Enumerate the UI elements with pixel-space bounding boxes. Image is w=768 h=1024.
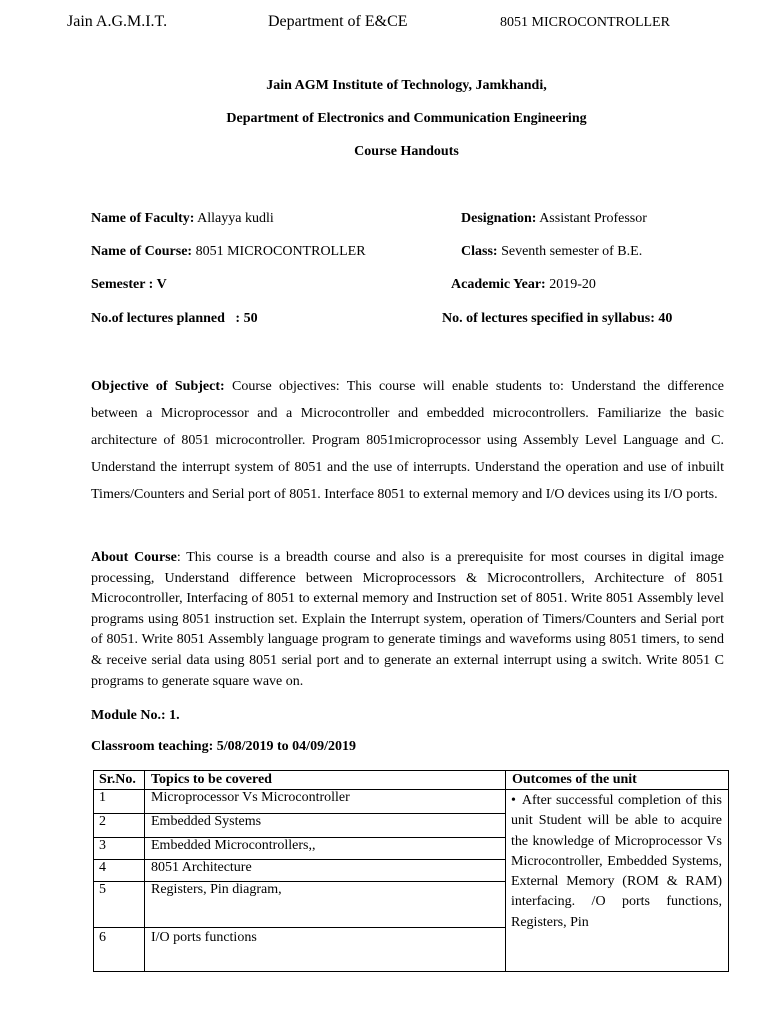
row-topic: 8051 Architecture — [145, 860, 506, 882]
lectures-planned: No.of lectures planned : 50 — [91, 311, 258, 326]
row-number: 5 — [94, 882, 145, 928]
header-topics: Topics to be covered — [145, 771, 506, 790]
header-outcomes: Outcomes of the unit — [506, 771, 729, 790]
about-paragraph — [91, 548, 724, 692]
outcome-cell — [506, 790, 729, 972]
header-department: Department of E&CE — [268, 13, 408, 30]
year-value: 2019-20 — [549, 277, 596, 292]
class-label: Class: — [461, 244, 498, 259]
objective-paragraph — [91, 373, 724, 508]
faculty-label: Name of Faculty: — [91, 211, 195, 226]
classroom-teaching: Classroom teaching: 5/08/2019 to 04/09/2019 — [91, 739, 356, 754]
lectures-syllabus: No. of lectures specified in syllabus: 40 — [442, 311, 673, 326]
row-topic: I/O ports functions — [145, 928, 506, 972]
about-text: : This course is a breadth course and also is a prerequisite for most courses in digital image processing, Understand difference between Microprocessors & Microcontrollers, Architecture of 8051 Microcontroller, Interfacing of 8051 to external memory and Instruction set of 8051. Write 8051 Assembly level programs using 8051 instruction set. Explain the Interrupt system, operation of Timers/Counters and Serial port of 8051. Write 8051 Assembly language program to generate timings and waveforms using 8051 timers, to send & receive serial data using 8051 serial port and to generate an external interrupt using a switch. Write 8051 C programs to generate square wave on. — [91, 550, 724, 689]
department-title: Department of Electronics and Communication Engineering — [226, 111, 587, 126]
row-topic: Embedded Systems — [145, 814, 506, 837]
row-topic: Microprocessor Vs Microcontroller — [145, 790, 506, 814]
bullet-icon: • — [511, 793, 516, 808]
table-header-row — [94, 771, 729, 790]
faculty-value: Allayya kudli — [197, 211, 274, 226]
header-institution: Jain A.G.M.I.T. — [67, 13, 168, 30]
objective-label: Objective of Subject: — [91, 379, 225, 394]
table-row — [94, 790, 729, 814]
row-topic: Embedded Microcontrollers,, — [145, 837, 506, 859]
course-value: 8051 MICROCONTROLLER — [195, 244, 366, 259]
course-label: Name of Course: — [91, 244, 193, 259]
year-row — [451, 277, 596, 293]
row-topic: Registers, Pin diagram, — [145, 882, 506, 928]
class-value: Seventh semester of B.E. — [501, 244, 643, 259]
objective-text: Course objectives: This course will enable students to: Understand the difference between a Microprocessor and a Microcontroller and embedded microcontrollers. Familiarize the basic architecture of 8051 microcontroller. Program 8051microprocessor using Assembly Level Language and C. Understand the interrupt system of 8051 and the use of interrupts. Understand the operation and use of inbuilt Timers/Counters and Serial port of 8051. Interface 8051 to external memory and I/O devices using its I/O ports. — [91, 379, 724, 502]
designation-value: Assistant Professor — [539, 211, 647, 226]
row-number: 4 — [94, 860, 145, 882]
row-number: 2 — [94, 814, 145, 837]
year-label: Academic Year: — [451, 277, 546, 292]
header-srno: Sr.No. — [94, 771, 145, 790]
class-row — [461, 244, 642, 260]
row-number: 6 — [94, 928, 145, 972]
semester-label: Semester : V — [91, 277, 167, 292]
row-number: 1 — [94, 790, 145, 814]
row-number: 3 — [94, 837, 145, 859]
handout-title: Course Handouts — [354, 144, 459, 159]
designation-label: Designation: — [461, 211, 537, 226]
topics-table — [93, 770, 729, 972]
outcome-text: After successful completion of this unit Student will be able to acquire the knowledge of Microprocessor Vs Microcontroller, Embedded Systems, External Memory (ROM & RAM) interfacing. /O ports functions, Registers, Pin — [511, 793, 722, 930]
institute-title: Jain AGM Institute of Technology, Jamkhandi, — [266, 78, 547, 93]
about-label: About Course — [91, 550, 177, 565]
designation-row — [461, 211, 647, 227]
course-row — [91, 244, 366, 260]
header-subject: 8051 MICROCONTROLLER — [500, 15, 670, 30]
module-number: Module No.: 1. — [91, 708, 180, 723]
faculty-row — [91, 211, 274, 227]
